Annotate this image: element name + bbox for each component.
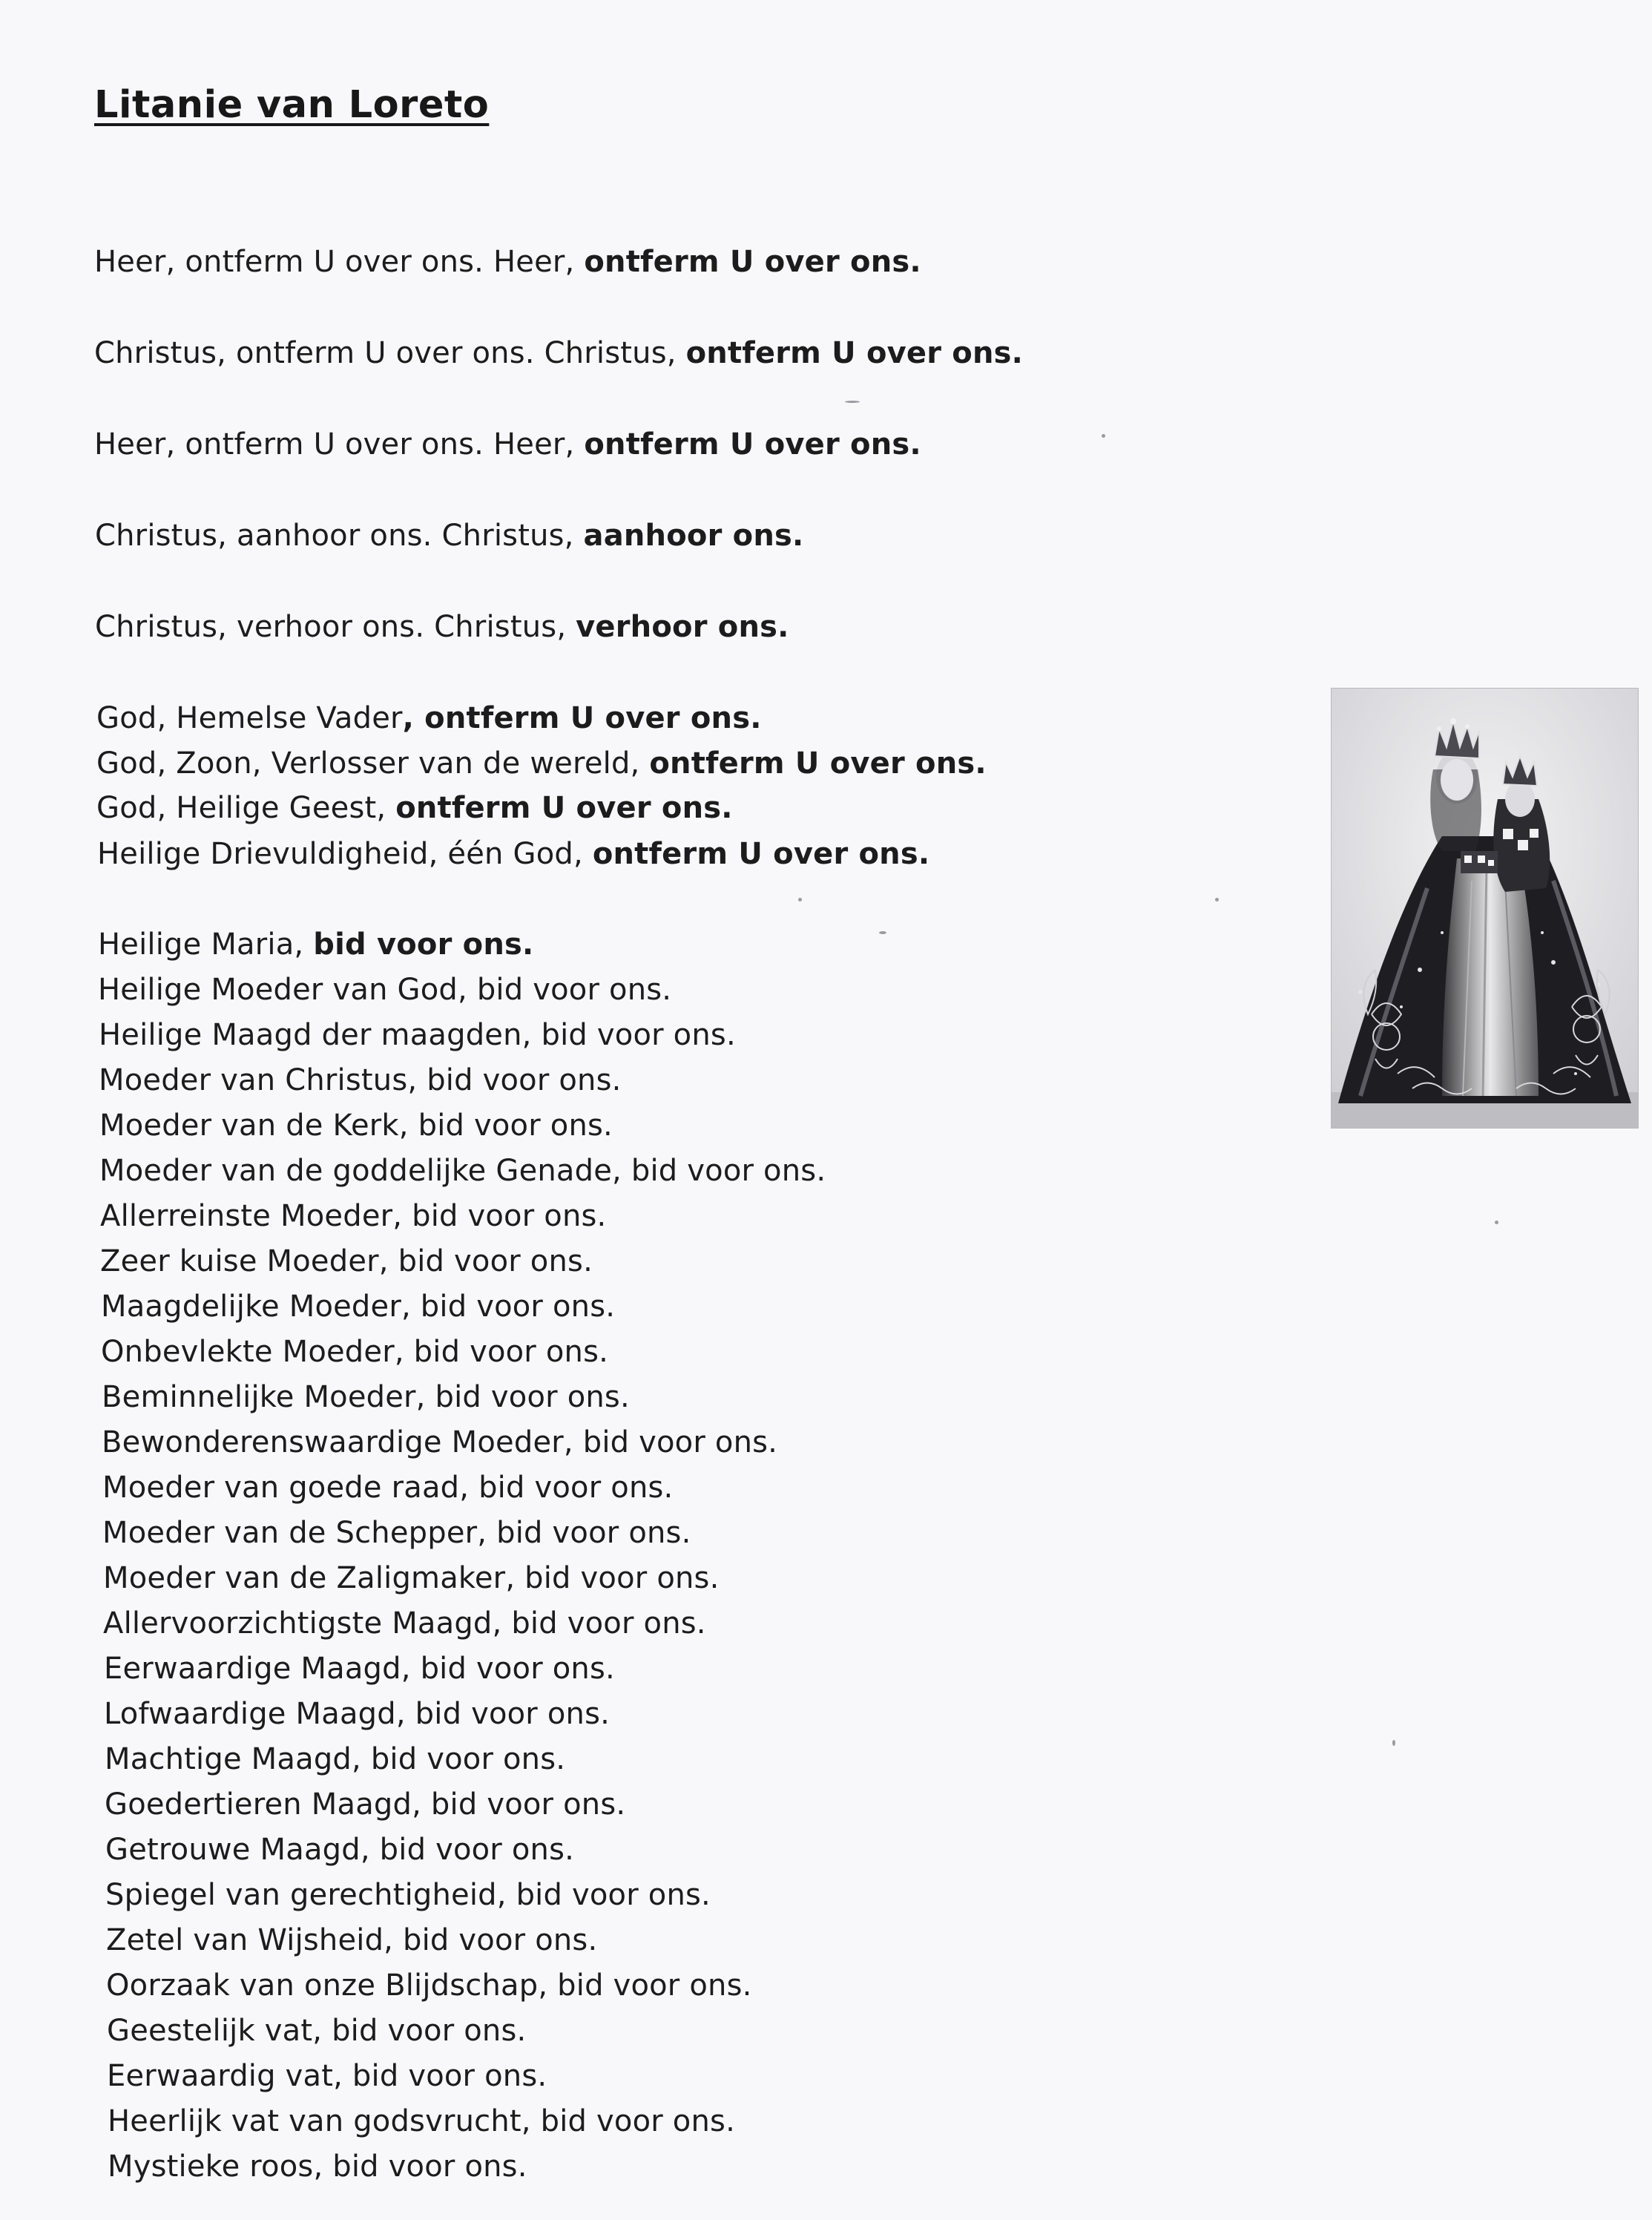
invocation-text: Heilige Maagd der maagden, bid voor ons. [99, 1018, 736, 1052]
invocation-text: Heerlijk vat van godsvrucht, bid voor ons. [108, 2104, 735, 2138]
invocation-text: Zetel van Wijsheid, bid voor ons. [106, 1923, 598, 1957]
litany-line [104, 1652, 615, 1686]
scan-speck [1102, 434, 1105, 438]
response-text: , ontferm U over ons. [402, 701, 762, 735]
invocation-text: Heer, ontferm U over ons. Heer, [94, 427, 585, 462]
response-text: ontferm U over ons. [584, 245, 921, 279]
litany-line [102, 1425, 777, 1459]
invocation-text: Oorzaak van onze Blijdschap, bid voor ons. [106, 1968, 752, 2003]
invocation-text: Christus, aanhoor ons. Christus, [95, 519, 584, 553]
response-text: ontferm U over ons. [649, 746, 987, 781]
invocation-text: Moeder van de Schepper, bid voor ons. [102, 1516, 691, 1550]
litany-line [100, 1244, 593, 1278]
litany-line [97, 837, 929, 871]
invocation-text: Christus, verhoor ons. Christus, [95, 610, 576, 644]
litany-line [99, 1154, 826, 1188]
response-text: ontferm U over ons. [584, 427, 921, 462]
litany-line [99, 1109, 613, 1143]
invocation-text: Moeder van Christus, bid voor ons. [99, 1063, 622, 1097]
litany-line [95, 519, 803, 553]
litany-line [102, 1516, 691, 1550]
invocation-text: Bewonderenswaardige Moeder, bid voor ons. [102, 1425, 778, 1459]
invocation-text: Beminnelijke Moeder, bid voor ons. [102, 1380, 630, 1414]
response-text: ontferm U over ons. [685, 336, 1024, 370]
invocation-text: Heilige Drievuldigheid, één God, [97, 837, 593, 871]
invocation-text: Machtige Maagd, bid voor ons. [105, 1742, 566, 1776]
litany-line [105, 1878, 711, 1912]
litany-line [101, 1290, 615, 1324]
invocation-text: Lofwaardige Maagd, bid voor ons. [104, 1697, 611, 1731]
litany-line [107, 2014, 526, 2048]
invocation-text: Spiegel van gerechtigheid, bid voor ons. [105, 1878, 711, 1912]
litany-line [98, 927, 533, 962]
litany-line [95, 610, 789, 644]
invocation-text: Heilige Moeder van God, bid voor ons. [98, 973, 672, 1007]
response-text: verhoor ons. [576, 610, 789, 644]
litany-line [106, 1968, 752, 2003]
invocation-text: Heer, ontferm U over ons. Heer, [94, 245, 585, 279]
madonna-statue-icon [1331, 688, 1639, 1129]
litany-line [105, 1787, 625, 1822]
litany-line [108, 2150, 527, 2184]
litany-line [105, 1742, 565, 1776]
litany-line [103, 1561, 720, 1595]
litany-line [101, 1335, 608, 1369]
scan-speck [798, 898, 802, 902]
litany-line [108, 2104, 735, 2138]
invocation-text: Zeer kuise Moeder, bid voor ons. [100, 1244, 593, 1278]
invocation-text: Geestelijk vat, bid voor ons. [107, 2014, 527, 2048]
response-text: bid voor ons. [313, 927, 534, 962]
litany-line [98, 973, 671, 1007]
litany-line [105, 1833, 574, 1867]
litany-line [102, 1471, 673, 1505]
invocation-text: God, Zoon, Verlosser van de wereld, [96, 746, 650, 781]
response-text: ontferm U over ons. [592, 837, 930, 871]
invocation-text: Allervoorzichtigste Maagd, bid voor ons. [103, 1606, 706, 1641]
invocation-text: Goedertieren Maagd, bid voor ons. [105, 1787, 626, 1822]
litany-line [96, 701, 762, 735]
litany-line [94, 245, 921, 279]
scan-speck [1215, 898, 1219, 902]
invocation-text: Getrouwe Maagd, bid voor ons. [105, 1833, 575, 1867]
litany-line [104, 1697, 610, 1731]
litany-line [94, 336, 1023, 370]
invocation-text: Allerreinste Moeder, bid voor ons. [100, 1199, 607, 1233]
litany-line [103, 1606, 706, 1641]
litany-line [99, 1018, 736, 1052]
invocation-text: Moeder van de Kerk, bid voor ons. [99, 1109, 613, 1143]
litany-line [99, 1063, 622, 1097]
response-text: ontferm U over ons. [395, 791, 733, 825]
litany-line [96, 791, 733, 825]
litany-line [106, 1923, 597, 1957]
scan-speck [879, 931, 886, 934]
litany-line [100, 1199, 606, 1233]
invocation-text: Eerwaardige Maagd, bid voor ons. [104, 1652, 615, 1686]
litany-line [96, 746, 987, 781]
scan-speck [845, 401, 860, 403]
invocation-text: Moeder van de goddelijke Genade, bid voor ons. [99, 1154, 826, 1188]
response-text: aanhoor ons. [583, 519, 804, 553]
madonna-picture [1331, 688, 1639, 1129]
invocation-text: Heilige Maria, [98, 927, 314, 962]
scan-speck [1495, 1221, 1498, 1224]
invocation-text: Eerwaardig vat, bid voor ons. [107, 2059, 547, 2093]
litany-line [94, 427, 921, 462]
invocation-text: God, Heilige Geest, [96, 791, 396, 825]
invocation-text: Christus, ontferm U over ons. Christus, [94, 336, 686, 370]
invocation-text: God, Hemelse Vader [96, 701, 403, 735]
invocation-text: Onbevlekte Moeder, bid voor ons. [101, 1335, 609, 1369]
invocation-text: Mystieke roos, bid voor ons. [108, 2150, 527, 2184]
invocation-text: Moeder van goede raad, bid voor ons. [102, 1471, 674, 1505]
invocation-text: Moeder van de Zaligmaker, bid voor ons. [103, 1561, 720, 1595]
litany-line [107, 2059, 547, 2093]
scan-speck [1392, 1740, 1395, 1746]
invocation-text: Maagdelijke Moeder, bid voor ons. [101, 1290, 616, 1324]
litany-line [102, 1380, 630, 1414]
page-title: Litanie van Loreto [94, 83, 490, 127]
